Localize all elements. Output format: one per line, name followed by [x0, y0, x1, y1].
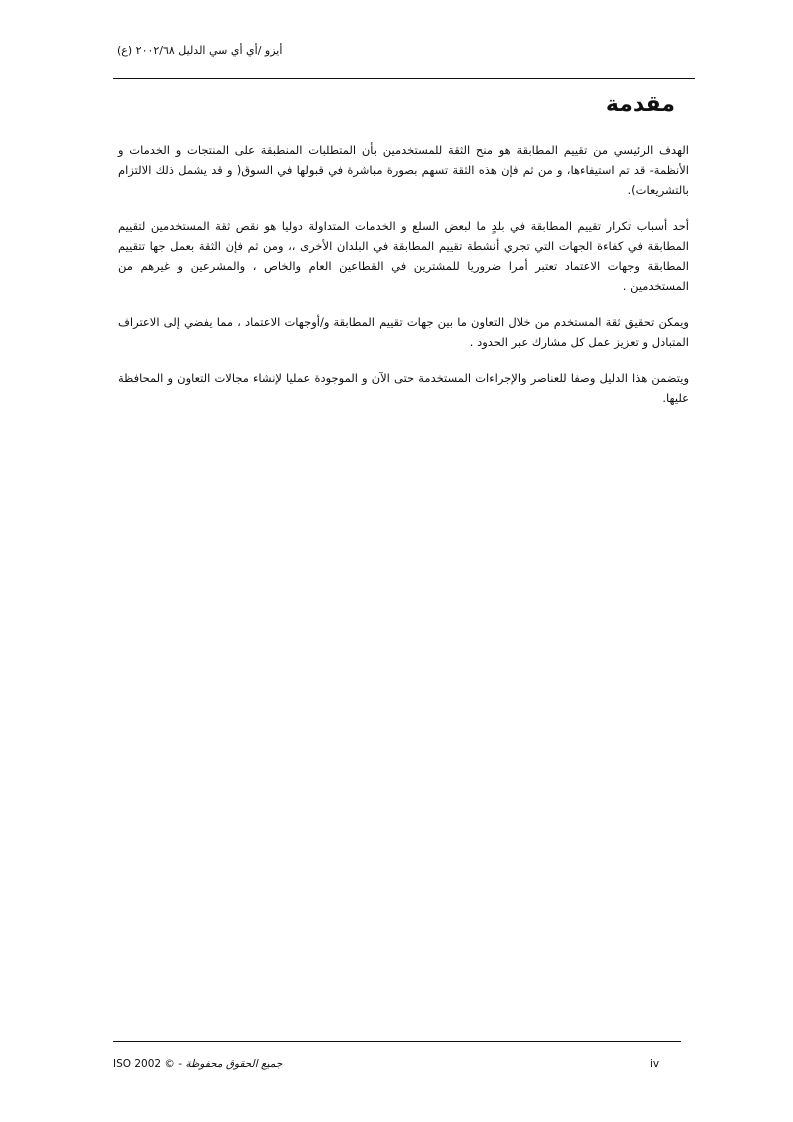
document-label: أيزو /أي أي سي الدليل ٢٠٠٢/٦٨ (ع) [117, 44, 283, 57]
header-divider [113, 78, 695, 79]
footer-divider [113, 1041, 681, 1042]
body-text [118, 140, 689, 424]
rights-reserved-text: جميع الحقوق محفوظة [185, 1058, 283, 1070]
section-title: مقدمة [605, 92, 675, 117]
copyright-text: © ISO 2002 [113, 1058, 175, 1070]
footer-copyright-line [113, 1058, 282, 1070]
page-number: iv [650, 1058, 660, 1070]
paragraph-guide-scope: ويتضمن هذا الدليل وصفا للعناصر والإجراءات المستخدمة حتى الآن و الموجودة عمليا لإنشاء مجالات التعاون و المحافظة عليها. [118, 371, 689, 405]
paragraph-cooperation: ويمكن تحقيق ثقة المستخدم من خلال التعاون ما بين جهات تقييم المطابقة و/أوجهات الاعتماد ، مما يفضي إلى الاعتراف المتبادل و تعزيز عمل كل مشارك عبر الحدود . [118, 315, 689, 349]
page-header [113, 44, 694, 74]
paragraph-purpose: الهدف الرئيسي من تقييم المطابقة هو منح الثقة للمستخدمين بأن المتطلبات المنطبقة على المنتجات و الخدمات و الأنظمة- قد تم استيفاءها، و من ثم فإن هذه الثقة تسهم بصورة مباشرة في قبولها في السوق( و قد يشمل ذلك الالتزام بالتشريعات). [118, 143, 689, 197]
footer-separator: - [178, 1058, 183, 1070]
paragraph-repetition-reason: أحد أسباب تكرار تقييم المطابقة في بلدٍ ما لبعض السلع و الخدمات المتداولة دوليا هو نقص ثقة المستخدمين لتقييم المطابقة في كفاءة الجهات التي تجري أنشطة تقييم المطابقة في البلدان الأخرى ،، ومن ثم فإن الثقة بعمل جها تتقييم المطابقة وجهات الاعتماد تعتبر أمرا ضروريا للمشترين في القطاعين العام والخاص ، والمشرعين و غيرهم من المستخدمين . [118, 219, 689, 293]
